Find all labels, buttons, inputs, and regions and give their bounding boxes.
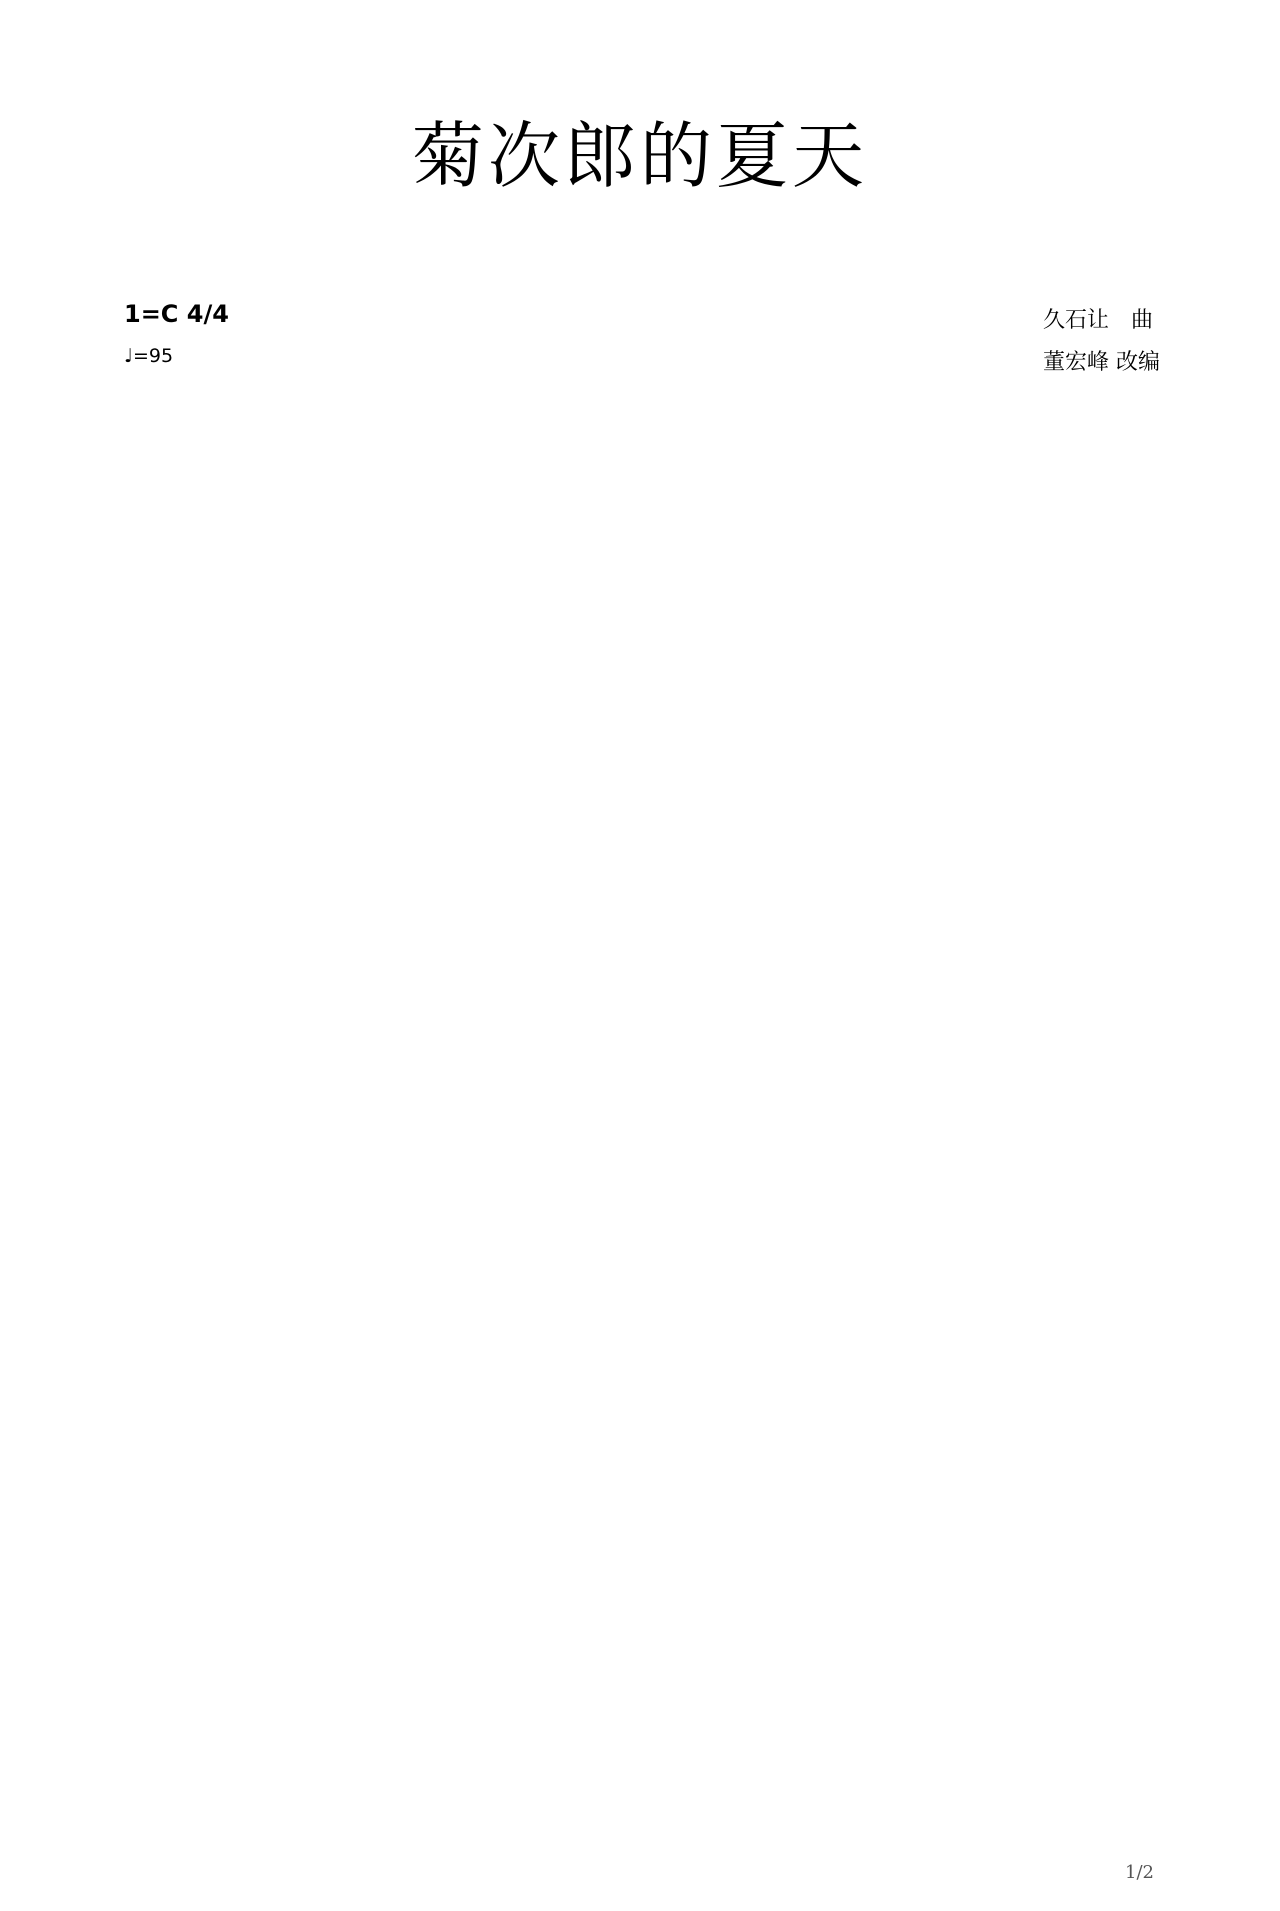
page-title: 菊次郎的夏天	[411, 114, 868, 198]
page-number: 1/2	[1125, 1862, 1154, 1883]
key-signature: 1=C 4/4	[124, 300, 229, 328]
arranger: 董宏峰 改编	[1043, 350, 1160, 375]
credits	[1043, 300, 1160, 384]
composer: 久石让 曲	[1043, 308, 1154, 333]
tempo-marking: ♩=95	[124, 345, 174, 367]
